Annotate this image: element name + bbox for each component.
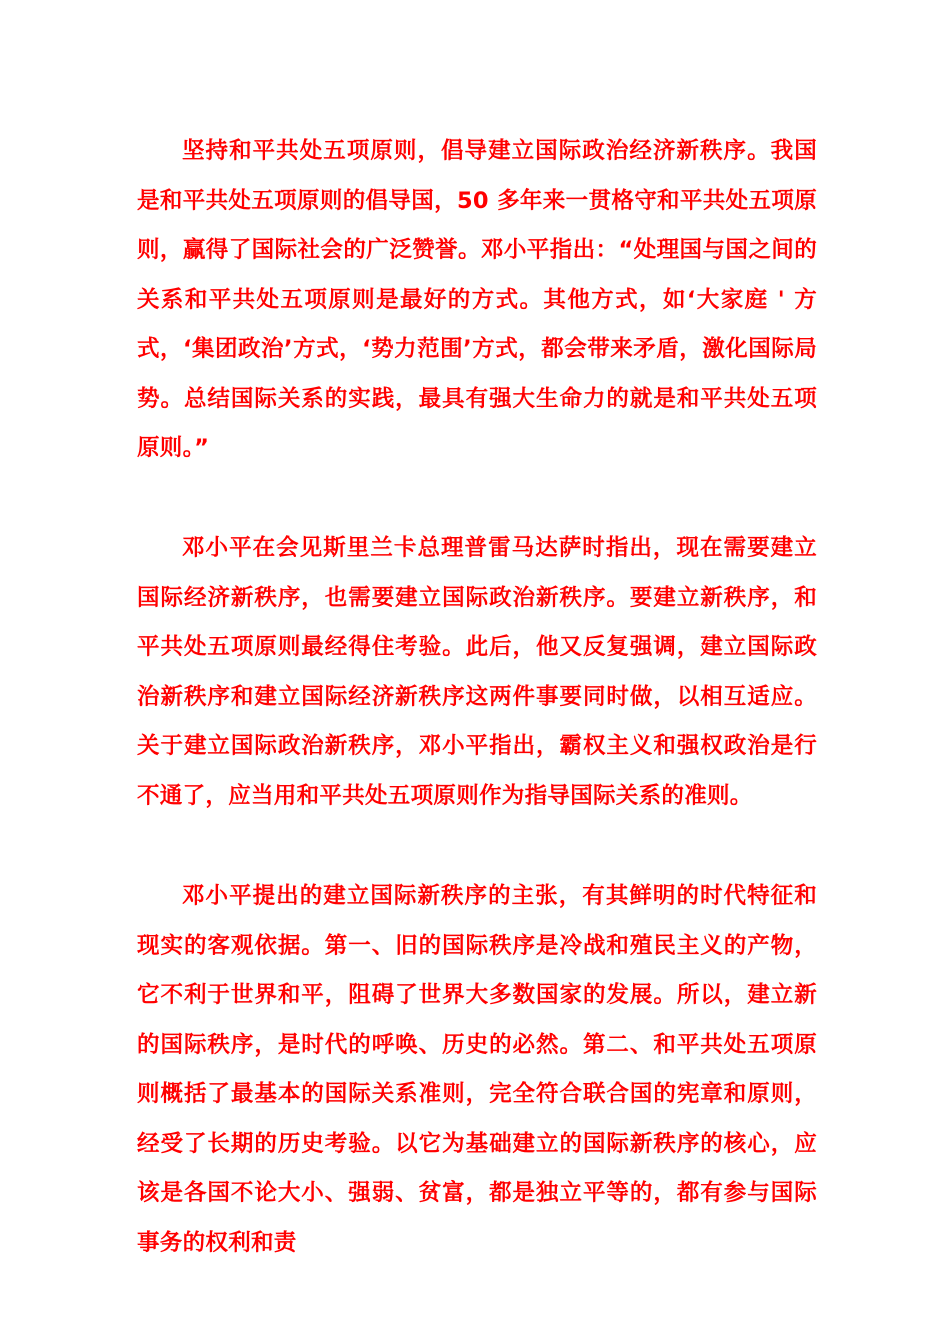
paragraph-era-features: 邓小平提出的建立国际新秩序的主张，有其鲜明的时代特征和现实的客观依据。第一、旧的国际秩序是冷战和殖民主义的产物，它不利于世界和平，阻碍了世界大多数国家的发展。所以，建立新的国际秩序，是时代的呼唤、历史的必然。第二、和平共处五项原则概括了最基本的国际关系准则，完全符合联合国的宪章和原则，经受了长期的历史考验。以它为基础建立的国际新秩序的核心，应该是各国不论大小、强弱、贫富，都是独立平等的，都有参与国际事务的权利和责: [137, 883, 817, 1256]
paragraph-five-principles: 坚持和平共处五项原则，倡导建立国际政治经济新秩序。我国是和平共处五项原则的倡导国，50 多年来一贯格守和平共处五项原则，赢得了国际社会的广泛赞誉。邓小平指出：“处理国与国之间的关系和平共处五项原则是最好的方式。其他方式，如‘大家庭 ' 方式，‘集团政治’方式，‘势力范围’方式，都会带来矛盾，激化国际局势。总结国际关系的实践，最具有强大生命力的就是和平共处五项原则。”: [137, 138, 817, 461]
paragraph-new-order: 邓小平在会见斯里兰卡总理普雷马达萨时指出，现在需要建立国际经济新秩序，也需要建立国际政治新秩序。要建立新秩序，和平共处五项原则最经得住考验。此后，他又反复强调，建立国际政治新秩序和建立国际经济新秩序这两件事要同时做，以相互适应。关于建立国际政治新秩序，邓小平指出，霸权主义和强权政治是行不通了，应当用和平共处五项原则作为指导国际关系的准则。: [137, 535, 817, 809]
